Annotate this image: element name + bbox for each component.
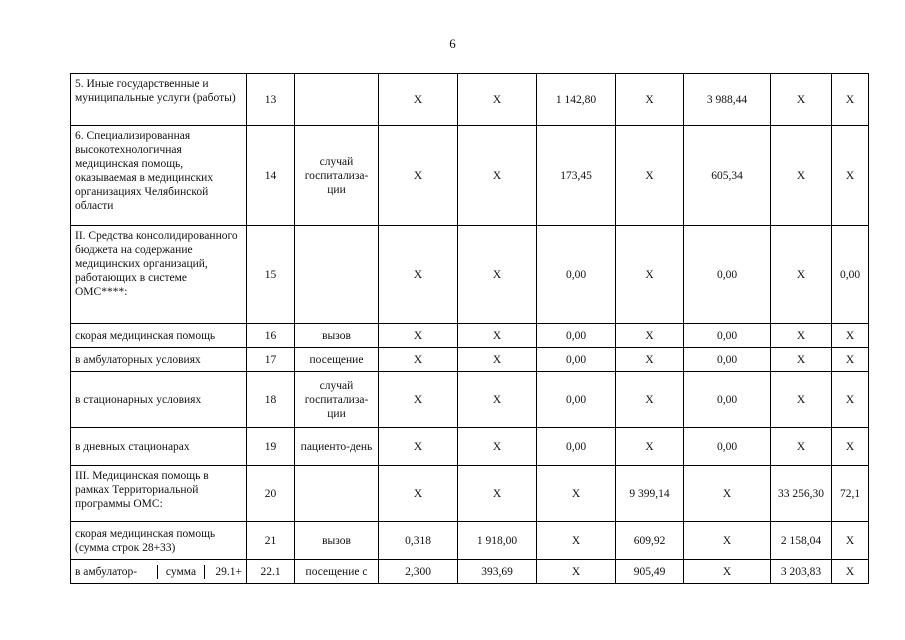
line-number: 20 [247,466,295,522]
row-label-split [71,560,247,584]
table-row [71,324,869,348]
unit-cell: случай госпитализа-ции [295,126,379,226]
value-cell: Х [771,126,832,226]
table-row [71,126,869,226]
value-cell: Х [458,348,537,372]
value-cell: 2 158,04 [771,522,832,560]
value-cell: 0,00 [684,372,771,428]
row-label: в дневных стационарах [71,428,247,466]
unit-cell: посещение с [295,560,379,584]
value-cell: Х [832,428,869,466]
line-number: 15 [247,226,295,324]
value-cell: Х [832,348,869,372]
value-cell: Х [616,226,684,324]
table-row [71,226,869,324]
value-cell: Х [832,74,869,126]
value-cell: 3 203,83 [771,560,832,584]
value-cell: Х [458,372,537,428]
value-cell: 9 399,14 [616,466,684,522]
value-cell: Х [684,560,771,584]
page-number: 6 [449,36,456,51]
unit-cell: вызов [295,324,379,348]
value-cell: Х [458,324,537,348]
value-cell: 72,1 [832,466,869,522]
value-cell: Х [458,226,537,324]
value-cell: Х [771,74,832,126]
value-cell: 609,92 [616,522,684,560]
table-row [71,348,869,372]
value-cell: Х [537,560,616,584]
value-cell: 905,49 [616,560,684,584]
row-label-part: сумма [158,565,205,579]
value-cell: Х [379,74,458,126]
table-row [71,428,869,466]
row-label: 5. Иные государственные и муниципальные услуги (работы) [71,74,247,126]
line-number: 22.1 [247,560,295,584]
value-cell: Х [616,74,684,126]
table-row [71,74,869,126]
value-cell: Х [458,74,537,126]
value-cell: 173,45 [537,126,616,226]
line-number: 13 [247,74,295,126]
value-cell: Х [832,522,869,560]
unit-cell [295,226,379,324]
value-cell: 1 142,80 [537,74,616,126]
table-row [71,372,869,428]
value-cell: Х [616,372,684,428]
row-label: в стационарных условиях [71,372,247,428]
value-cell: Х [771,348,832,372]
value-cell: 0,00 [684,348,771,372]
value-cell: 33 256,30 [771,466,832,522]
line-number: 17 [247,348,295,372]
value-cell: Х [379,126,458,226]
unit-cell [295,466,379,522]
value-cell: 0,00 [684,324,771,348]
value-cell: 0,00 [537,348,616,372]
line-number: 19 [247,428,295,466]
value-cell: Х [771,372,832,428]
value-cell: Х [684,522,771,560]
value-cell: Х [616,324,684,348]
unit-cell: случай госпитализа-ции [295,372,379,428]
value-cell: Х [379,324,458,348]
value-cell: 0,00 [537,372,616,428]
unit-cell: вызов [295,522,379,560]
value-cell: Х [537,522,616,560]
value-cell: 0,00 [684,428,771,466]
row-label-part: в амбулатор- [75,565,158,579]
row-label: III. Медицинская помощь в рамках Территориальной программы ОМС: [71,466,247,522]
value-cell: Х [458,466,537,522]
value-cell: 0,00 [832,226,869,324]
value-cell: 3 988,44 [684,74,771,126]
budget-table [70,73,869,584]
row-label: 6. Специализированная высокотехнологичная медицинская помощь, оказываемая в медицинских организациях Челябинской области [71,126,247,226]
value-cell: Х [379,226,458,324]
row-label: скорая медицинская помощь (сумма строк 28+33) [71,522,247,560]
value-cell: 2,300 [379,560,458,584]
row-label: в амбулаторных условиях [71,348,247,372]
line-number: 16 [247,324,295,348]
value-cell: 393,69 [458,560,537,584]
value-cell: Х [537,466,616,522]
line-number: 18 [247,372,295,428]
value-cell: Х [379,348,458,372]
line-number: 14 [247,126,295,226]
value-cell: 0,318 [379,522,458,560]
value-cell: Х [771,226,832,324]
value-cell: Х [832,372,869,428]
value-cell: Х [771,428,832,466]
value-cell: Х [832,560,869,584]
value-cell: Х [616,126,684,226]
table-row [71,522,869,560]
row-label: II. Средства консолидированного бюджета на содержание медицинских организаций, работающих в системе ОМС****: [71,226,247,324]
value-cell: Х [616,428,684,466]
table-row [71,560,869,584]
value-cell: 0,00 [537,324,616,348]
value-cell: Х [379,372,458,428]
value-cell: 1 918,00 [458,522,537,560]
value-cell: 0,00 [537,428,616,466]
table-row [71,466,869,522]
value-cell: Х [684,466,771,522]
value-cell: 605,34 [684,126,771,226]
value-cell: Х [379,428,458,466]
value-cell: Х [771,324,832,348]
unit-cell [295,74,379,126]
value-cell: Х [832,324,869,348]
value-cell: Х [379,466,458,522]
value-cell: 0,00 [537,226,616,324]
value-cell: Х [832,126,869,226]
row-label-part: 29.1+ [215,565,242,578]
value-cell: 0,00 [684,226,771,324]
row-label: скорая медицинская помощь [71,324,247,348]
value-cell: Х [458,428,537,466]
unit-cell: посещение [295,348,379,372]
line-number: 21 [247,522,295,560]
value-cell: Х [616,348,684,372]
value-cell: Х [458,126,537,226]
unit-cell: пациенто-день [295,428,379,466]
